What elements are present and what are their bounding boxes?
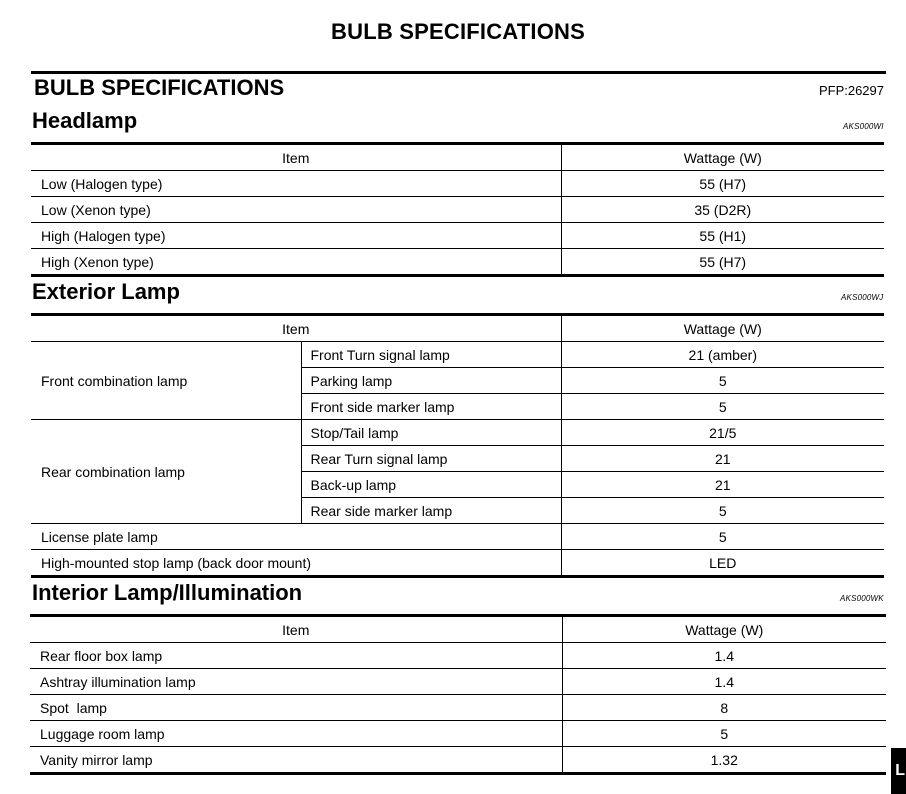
item-cell: Back-up lamp xyxy=(301,472,561,498)
group-cell: Front combination lamp xyxy=(31,342,301,420)
item-cell: Parking lamp xyxy=(301,368,561,394)
item-cell: Stop/Tail lamp xyxy=(301,420,561,446)
table-header xyxy=(31,144,884,171)
col-wattage: Wattage (W) xyxy=(562,616,886,643)
item-cell: Rear floor box lamp xyxy=(30,643,562,669)
item-cell: Ashtray illumination lamp xyxy=(30,669,562,695)
pfp-code: PFP:26297 xyxy=(818,83,884,98)
table-row xyxy=(30,669,886,695)
table-row xyxy=(30,695,886,721)
page-title: BULB SPECIFICATIONS xyxy=(331,19,585,44)
section-rule xyxy=(31,71,886,74)
item-cell: Rear Turn signal lamp xyxy=(301,446,561,472)
wattage-cell: 5 xyxy=(561,524,884,550)
item-cell: High-mounted stop lamp (back door mount) xyxy=(31,550,561,577)
wattage-cell: 1.32 xyxy=(562,747,886,774)
item-cell: High (Xenon type) xyxy=(31,249,561,276)
exterior-title: Exterior Lamp xyxy=(32,279,180,304)
headlamp-table xyxy=(31,142,884,277)
exterior-table xyxy=(31,313,884,578)
headlamp-title: Headlamp xyxy=(32,108,138,133)
table-row xyxy=(31,171,884,197)
col-item: Item xyxy=(31,144,561,171)
col-wattage: Wattage (W) xyxy=(561,144,884,171)
interior-code: AKS000WK xyxy=(840,594,884,603)
wattage-cell: 55 (H1) xyxy=(561,223,884,249)
col-wattage: Wattage (W) xyxy=(561,315,884,342)
col-item: Item xyxy=(30,616,562,643)
wattage-cell: 5 xyxy=(561,368,884,394)
table-header xyxy=(30,616,886,643)
section-title: BULB SPECIFICATIONS xyxy=(34,75,285,100)
item-cell: Low (Halogen type) xyxy=(31,171,561,197)
col-item: Item xyxy=(31,315,561,342)
wattage-cell: 1.4 xyxy=(562,643,886,669)
wattage-cell: 21 xyxy=(561,446,884,472)
wattage-cell: 21/5 xyxy=(561,420,884,446)
wattage-cell: 21 (amber) xyxy=(561,342,884,368)
item-cell: Front Turn signal lamp xyxy=(301,342,561,368)
table-header xyxy=(31,315,884,342)
wattage-cell: 55 (H7) xyxy=(561,171,884,197)
wattage-cell: 5 xyxy=(562,721,886,747)
wattage-cell: 5 xyxy=(561,498,884,524)
item-cell: Luggage room lamp xyxy=(30,721,562,747)
interior-table xyxy=(30,614,886,775)
item-cell: Rear side marker lamp xyxy=(301,498,561,524)
item-cell: Vanity mirror lamp xyxy=(30,747,562,774)
wattage-cell: 55 (H7) xyxy=(561,249,884,276)
table-row xyxy=(31,342,884,368)
item-cell: Low (Xenon type) xyxy=(31,197,561,223)
item-cell: High (Halogen type) xyxy=(31,223,561,249)
wattage-cell: 8 xyxy=(562,695,886,721)
exterior-code: AKS000WJ xyxy=(841,293,884,302)
table-row xyxy=(30,643,886,669)
table-row xyxy=(31,223,884,249)
wattage-cell: LED xyxy=(561,550,884,577)
table-row xyxy=(30,721,886,747)
table-row xyxy=(31,550,884,577)
group-cell: Rear combination lamp xyxy=(31,420,301,524)
headlamp-code: AKS000WI xyxy=(843,122,884,131)
table-row xyxy=(31,249,884,276)
table-row xyxy=(31,524,884,550)
item-cell: Front side marker lamp xyxy=(301,394,561,420)
item-cell: Spot lamp xyxy=(30,695,562,721)
section-tab-marker: L xyxy=(891,748,906,794)
wattage-cell: 5 xyxy=(561,394,884,420)
table-row xyxy=(30,747,886,774)
wattage-cell: 35 (D2R) xyxy=(561,197,884,223)
table-row xyxy=(31,420,884,446)
wattage-cell: 21 xyxy=(561,472,884,498)
table-row xyxy=(31,197,884,223)
interior-title: Interior Lamp/Illumination xyxy=(32,580,303,605)
item-cell: License plate lamp xyxy=(31,524,561,550)
wattage-cell: 1.4 xyxy=(562,669,886,695)
